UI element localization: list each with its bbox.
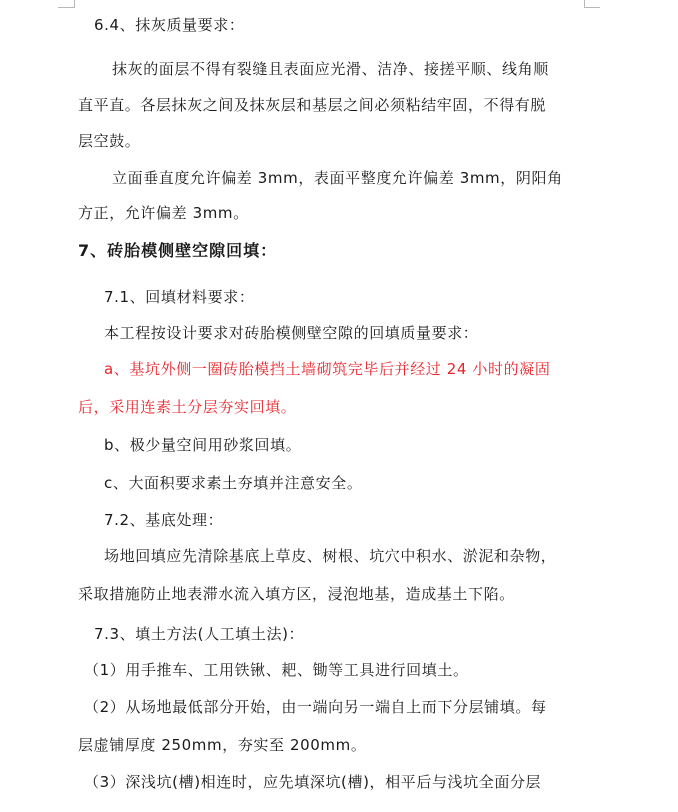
- section-6-4-para1-line2: 直平直。各层抹灰之间及抹灰层和基层之间必须粘结牢固，不得有脱: [78, 96, 547, 114]
- section-7-1-item-a-line2: 后，采用连素土分层夯实回填。: [78, 398, 297, 416]
- section-7-3-title: 7.3、填土方法(人工填土法)：: [94, 625, 305, 643]
- section-7-3-step2-line1: （2）从场地最低部分开始，由一端向另一端自上而下分层铺填。每: [84, 698, 547, 716]
- margin-mark-left-horizontal: [58, 7, 74, 8]
- section-7-1-intro: 本工程按设计要求对砖胎模侧壁空隙的回填质量要求：: [104, 324, 479, 342]
- section-7-3-step2-line2: 层虚铺厚度 250mm，夯实至 200mm。: [78, 736, 367, 754]
- margin-mark-right-horizontal: [584, 7, 600, 8]
- section-6-4-para1-line1: 抹灰的面层不得有裂缝且表面应光滑、洁净、接搓平顺、线角顺: [112, 60, 549, 78]
- section-7-1-item-a-line1: a、基坑外侧一圈砖胎模挡土墙砌筑完毕后并经过 24 小时的凝固: [104, 360, 551, 378]
- section-6-4-title: 6.4、抹灰质量要求：: [94, 16, 245, 34]
- section-7-2-para-line2: 采取措施防止地表滞水流入填方区，浸泡地基，造成基土下陷。: [78, 585, 515, 603]
- section-7-3-step3-line1: （3）深浅坑(槽)相连时，应先填深坑(槽)，相平后与浅坑全面分层: [84, 773, 542, 791]
- margin-mark-left: [74, 0, 75, 8]
- section-6-4-para1-line3: 层空鼓。: [78, 132, 141, 150]
- section-7-2-title: 7.2、基底处理：: [104, 511, 224, 529]
- section-6-4-para2-line1: 立面垂直度允许偏差 3mm，表面平整度允许偏差 3mm，阴阳角: [112, 169, 563, 187]
- section-7-2-para-line1: 场地回填应先清除基底上草皮、树根、坑穴中积水、淤泥和杂物，: [104, 547, 557, 565]
- section-7-1-item-b: b、极少量空间用砂浆回填。: [104, 436, 302, 454]
- section-6-4-para2-line2: 方正，允许偏差 3mm。: [78, 204, 249, 222]
- section-7-3-step1: （1）用手推车、工用铁锹、耙、锄等工具进行回填土。: [84, 661, 469, 679]
- section-7-1-title: 7.1、回填材料要求：: [104, 288, 255, 306]
- section-7-heading: 7、砖胎模侧壁空隙回填：: [78, 241, 278, 260]
- section-7-1-item-c: c、大面积要求素土夯填并注意安全。: [104, 474, 363, 492]
